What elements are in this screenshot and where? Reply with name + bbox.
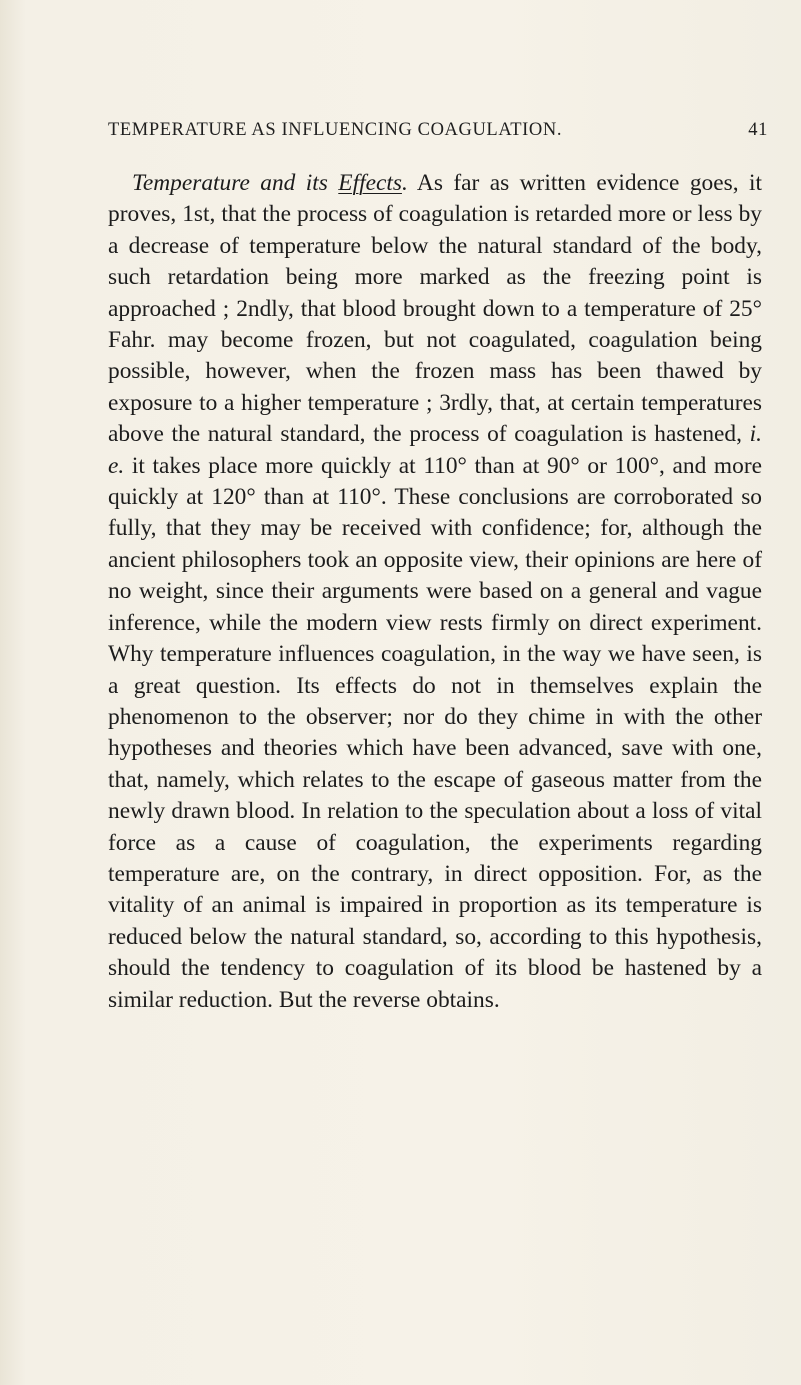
ie-abbreviation: i. e. — [108, 421, 762, 479]
page-number: 41 — [748, 120, 768, 140]
section-lead-in — [132, 170, 408, 196]
running-title: TEMPERATURE AS INFLUENCING COAGULATION. — [108, 120, 563, 140]
body-text-part-1: As far as written evidence goes, it proves, 1st, that the process of coagulation is retarded more or less by a decrease of temperature below the natural standard of the body, such retardation being more marked as the freezing point is approached ; 2ndly, that blood brought down to a temperature of 25° Fahr. may become frozen, but not coagulated, coagulation being possible, however, when the frozen mass has been thawed by exposure to a higher temperature ; 3rdly, that, at certain temperatures above the natural standard, the process of coagulation is hastened, — [108, 170, 762, 448]
body-paragraph — [108, 168, 762, 1016]
body-text-part-2: it takes place more quickly at 110° than at 90° or 100°, and more quickly at 120° than at 110°. These conclusions are corroborated so fully, that they may be received with confidence; for, although the ancient philosophers took an opposite view, their opinions are here of no weight, since their arguments were based on a general and vague inference, while the modern view rests firmly on direct experiment. Why temperature influences coagulation, in the way we have seen, is a great question. Its effects do not in themselves explain the phenomenon to the observer; nor do they chime in with the other hypotheses and theories which have been advanced, save with one, that, namely, which relates to the escape of gaseous matter from the newly drawn blood. In relation to the speculation about a loss of vital force as a cause of coagulation, the experiments regarding temperature are, on the contrary, in direct opposition. For, as the vitality of an animal is impaired in proportion as its temperature is reduced below the natural standard, so, according to this hypothesis, should the tendency to coagulation of its blood be hastened by a similar reduction. But the reverse obtains. — [108, 452, 762, 1013]
lead-in-period: . — [401, 170, 408, 196]
lead-in-emphasis: Effects — [338, 170, 402, 196]
lead-in-text: Temperature and its — [132, 170, 339, 196]
